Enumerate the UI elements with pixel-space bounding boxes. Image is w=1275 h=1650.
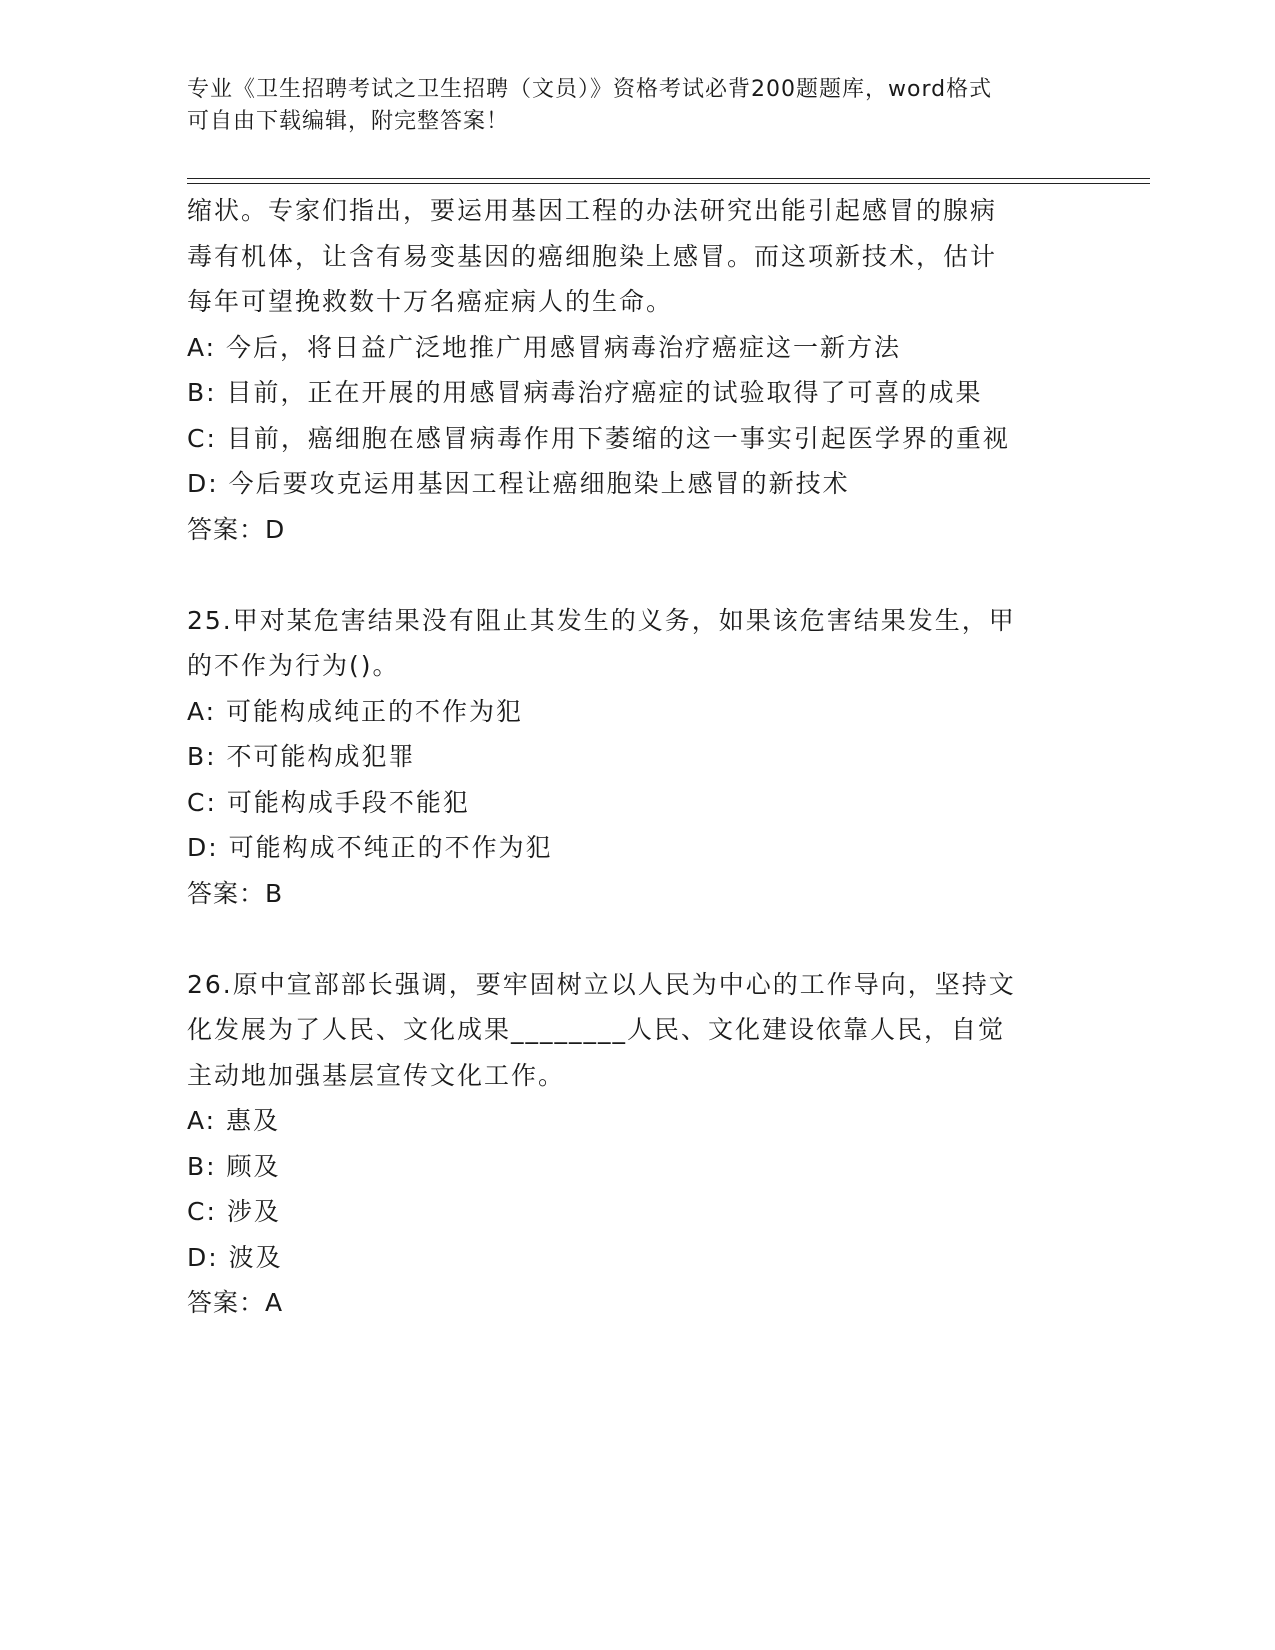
- option-c: C: 目前，癌细胞在感冒病毒作用下萎缩的这一事实引起医学界的重视: [187, 423, 1010, 453]
- spacer: [187, 916, 1087, 962]
- option-c: C: 涉及: [187, 1197, 281, 1226]
- question-stem-line: 每年可望挽救数十万名癌症病人的生命。: [187, 287, 674, 316]
- question-stem-line: 化发展为了人民、文化成果________人民、文化建设依靠人民，自觉: [187, 1015, 1006, 1044]
- question-stem-line: 缩状。专家们指出，要运用基因工程的办法研究出能引起感冒的腺病: [187, 196, 998, 225]
- header-divider-bottom: [187, 183, 1150, 184]
- question-26: [187, 962, 1087, 1326]
- option-b: B: 目前，正在开展的用感冒病毒治疗癌症的试验取得了可喜的成果: [187, 378, 983, 407]
- option-b: B: 顾及: [187, 1151, 281, 1181]
- header-title-line-2: 可自由下载编辑，附完整答案！: [187, 109, 510, 134]
- document-body: [187, 188, 1087, 1326]
- option-a: A: 可能构成纯正的不作为犯: [187, 696, 524, 726]
- question-24: [187, 188, 1087, 552]
- header-title-line-1: 专业《卫生招聘考试之卫生招聘（文员）》资格考试必背200题题库，word格式: [187, 77, 993, 102]
- option-a: A: 惠及: [187, 1106, 281, 1135]
- option-b: B: 不可能构成犯罪: [187, 742, 416, 771]
- question-25: [187, 598, 1087, 917]
- option-d: D: 可能构成不纯正的不作为犯: [187, 833, 553, 862]
- question-stem-line: 主动地加强基层宣传文化工作。: [187, 1060, 566, 1090]
- option-d: D: 今后要攻克运用基因工程让癌细胞染上感冒的新技术: [187, 469, 850, 498]
- question-stem-line: 的不作为行为()。: [187, 651, 400, 680]
- answer-line: 答案：B: [187, 878, 284, 908]
- option-d: D: 波及: [187, 1242, 283, 1272]
- answer-line: 答案：A: [187, 1288, 284, 1317]
- question-stem-line: 25.甲对某危害结果没有阻止其发生的义务，如果该危害结果发生，甲: [187, 605, 1016, 635]
- document-header: [187, 74, 1087, 138]
- answer-line: 答案：D: [187, 514, 286, 544]
- header-divider-top: [187, 178, 1150, 179]
- option-c: C: 可能构成手段不能犯: [187, 787, 470, 817]
- option-a: A: 今后，将日益广泛地推广用感冒病毒治疗癌症这一新方法: [187, 332, 902, 362]
- spacer: [187, 552, 1087, 598]
- question-stem-line: 毒有机体，让含有易变基因的癌细胞染上感冒。而这项新技术，估计: [187, 241, 998, 271]
- question-stem-line: 26.原中宣部部长强调，要牢固树立以人民为中心的工作导向，坚持文: [187, 969, 1016, 999]
